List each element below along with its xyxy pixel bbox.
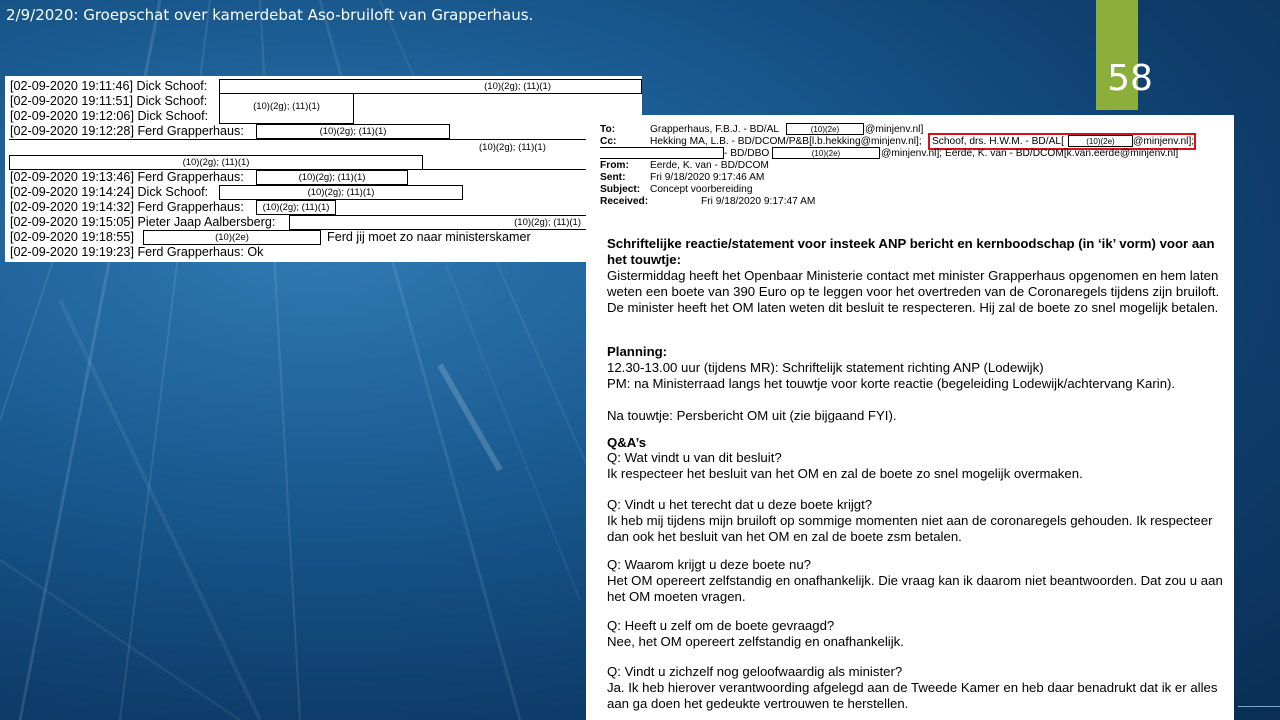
planning-title: Planning:: [607, 344, 668, 359]
qa-answer: Ik heb mij tijdens mijn bruiloft op sommige momenten niet aan de coronaregels gehouden. Ik respecteer dan ook het besluit van het OM en zal de boete zsm betalen.: [607, 513, 1213, 544]
qa-answer: Ik respecteer het besluit van het OM en zal de boete zo snel mogelijk overmaken.: [607, 466, 1083, 481]
email-from: Eerde, K. van - BD/DCOM: [650, 160, 769, 171]
email-cc-2-domain: @minjenv.nl];: [1133, 136, 1195, 147]
planning-item: PM: na Ministerraad langs het touwtje voor korte reactie (begeleiding Lodewijk/achtervang Karin).: [607, 376, 1176, 391]
chat-row: [02-09-2020 19:12:06] Dick Schoof:: [10, 109, 209, 123]
redaction-box: (10)(2g); (11)(1): [219, 185, 463, 200]
redaction-box: (10)(2g); (11)(1): [9, 155, 423, 170]
email-sent: Fri 9/18/2020 9:17:46 AM: [650, 172, 765, 183]
email-cc-line2a: - BD/DBO: [724, 148, 770, 159]
chat-row: [02-09-2020 19:14:32] Ferd Grapperhaus:: [10, 200, 244, 214]
qa-question: Q: Heeft u zelf om de boete gevraagd?: [607, 618, 835, 633]
planning-item: Na touwtje: Persbericht OM uit (zie bijgaand FYI).: [607, 408, 897, 423]
qa-question: Q: Vindt u het terecht dat u deze boete krijgt?: [607, 497, 873, 512]
redaction-box: (10)(2g); (11)(1): [289, 215, 642, 230]
redaction-box: (10)(2g); (11)(1): [9, 139, 642, 170]
qa-answer: Nee, het OM opereert zelfstandig en onafhankelijk.: [607, 634, 904, 649]
redaction-box: (10)(2g); (11)(1): [256, 124, 450, 139]
email-to-domain: @minjenv.nl]: [865, 124, 924, 135]
qa-answer: Ja. Ik heb hierover verantwoording afgelegd aan de Tweede Kamer en heb daar benadrukt dat ik er alles aan ga doen het gedeukte vertrouwen te herstellen.: [607, 680, 1218, 711]
email-label-sent: Sent:: [600, 172, 626, 183]
email-subject: Concept voorbereiding: [650, 184, 753, 195]
redaction-box: (10)(2g); (11)(1): [256, 200, 336, 215]
redaction-box: (10)(2g); (11)(1): [219, 94, 354, 124]
chat-row: [02-09-2020 19:14:24] Dick Schoof:: [10, 185, 209, 199]
chat-row: [02-09-2020 19:18:55]: [10, 230, 134, 244]
qa-answer: Het OM opereert zelfstandig en onafhankelijk. Die vraag kan ik daarom niet beantwoorden. Dat zou u aan het OM moeten vragen.: [607, 573, 1223, 604]
redaction-box: (10)(2e): [786, 123, 864, 135]
redaction-box: (10)(2e): [772, 147, 880, 159]
chat-row: [02-09-2020 19:12:28] Ferd Grapperhaus:: [10, 124, 244, 138]
email-cc-line2b: @minjenv.nl]; Eerde, K. van - BD/DCOM[k.van.eerde@minjenv.nl]: [881, 148, 1179, 159]
email-paragraph: Gistermiddag heeft het Openbaar Ministerie contact met minister Grapperhaus opgenomen en hem laten weten een boete van 390 Euro op te leggen voor het overtreden van de Coronaregels tijdens zijn bruiloft. De minister heeft het OM laten weten dit besluit te respecteren. Hij zal de boete zo snel mogelijk betalen.: [607, 268, 1220, 315]
chat-log-image: [5, 76, 642, 262]
qa-question: Q: Wat vindt u van dit besluit?: [607, 450, 782, 465]
redaction-box: (10)(2e): [143, 230, 321, 245]
email-received: Fri 9/18/2020 9:17:47 AM: [701, 196, 816, 207]
email-to-name: Grapperhaus, F.B.J. - BD/AL: [650, 124, 780, 135]
redaction-box: (10)(2g); (11)(1): [256, 170, 408, 185]
email-label-cc: Cc:: [600, 136, 617, 147]
redaction-box: (10)(2e): [1068, 135, 1133, 147]
email-document-image: [586, 115, 1234, 720]
chat-message: Ferd jij moet zo naar ministerskamer: [327, 230, 531, 244]
slide-title: 2/9/2020: Groepschat over kamerdebat Aso-bruiloft van Grapperhaus.: [6, 6, 534, 24]
email-label-to: To:: [600, 124, 616, 135]
chat-row: [02-09-2020 19:13:46] Ferd Grapperhaus:: [10, 170, 244, 184]
page-number: 58: [1107, 58, 1153, 99]
email-label-subject: Subject:: [600, 184, 641, 195]
chat-row: [02-09-2020 19:15:05] Pieter Jaap Aalbersberg:: [10, 215, 276, 229]
email-label-from: From:: [600, 160, 629, 171]
chat-row: [02-09-2020 19:11:46] Dick Schoof:: [10, 79, 208, 93]
qa-question: Q: Vindt u zichzelf nog geloofwaardig als minister?: [607, 664, 903, 679]
email-heading: Schriftelijke reactie/statement voor insteek ANP bericht en kernboodschap (in ‘ik’ vorm) voor aan het touwtje:: [607, 236, 1215, 267]
email-cc-2: Schoof, drs. H.W.M. - BD/AL[: [932, 136, 1064, 147]
planning-item: 12.30-13.00 uur (tijdens MR): Schriftelijk statement richting ANP (Lodewijk): [607, 360, 1044, 375]
qa-title: Q&A’s: [607, 435, 647, 450]
chat-row: [02-09-2020 19:11:51] Dick Schoof:: [10, 94, 208, 108]
chat-row: [02-09-2020 19:19:23] Ferd Grapperhaus: Ok: [10, 245, 264, 259]
divider: [1238, 706, 1280, 707]
redaction-box: [600, 147, 724, 159]
qa-question: Q: Waarom krijgt u deze boete nu?: [607, 557, 812, 572]
email-label-received: Received:: [600, 196, 649, 207]
redaction-box: (10)(2g); (11)(1): [219, 79, 642, 94]
email-cc-1: Hekking MA, L.B. - BD/DCOM/P&B[l.b.hekking@minjenv.nl];: [650, 136, 922, 147]
